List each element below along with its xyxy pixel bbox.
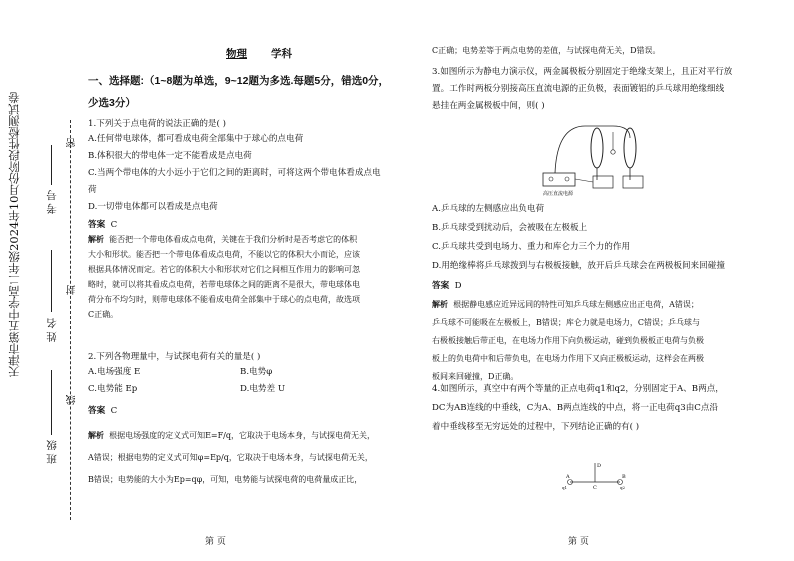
power-supply-caption: 高压直流电源: [543, 191, 574, 197]
section-title: [88, 70, 389, 114]
section-title-line2: 少选3分）: [88, 97, 136, 109]
q3-option-c[interactable]: C.乒乓球共受到电场力、重力和库仑力三个力的作用: [432, 242, 631, 252]
analysis-line: 右极板接触后带正电，在电场力作用下向负极运动，碰到负极板正电荷与负极: [432, 336, 704, 345]
question-4: [432, 380, 762, 437]
power-supply-icon: [543, 173, 575, 186]
q3-option-d[interactable]: D.用绝缘棒将乒乓球拨到与右极板接触，放开后乒乓球会在两极板间来回碰撞: [432, 261, 725, 271]
question-3-options: [432, 200, 762, 386]
analysis-line: 根据电场强度的定义式可知E=F/q，它取决于电场本身，与试探电荷无关，: [109, 431, 376, 440]
left-plate-icon: [591, 128, 603, 168]
label-c: C: [593, 485, 597, 490]
label-a: A: [566, 474, 570, 480]
q4-stem-line: 4.如图所示，真空中有两个等量的正点电荷q1和q2，分别固定于A、B两点，: [432, 384, 724, 394]
subject-name: 物理: [226, 48, 247, 60]
q3-figure: [535, 118, 660, 198]
answer-label: 答案: [432, 280, 450, 290]
q1-option-c-cont: 荷: [88, 185, 97, 195]
q3-stem-line: 悬挂在两金属极板中间，则( ): [432, 101, 545, 111]
q2-option-b[interactable]: B.电势φ: [240, 367, 273, 377]
seal-char-3: 线: [67, 395, 78, 405]
question-2: [88, 349, 408, 491]
school-exam-title: 天津市第五中学高二年级2024年10月份阶段性检测试卷: [7, 92, 21, 378]
q3-stem-line: 3.如图所示为静电力演示仪，两金属极板分别固定于绝缘支架上，且正对平行放: [432, 67, 733, 77]
right-plate-icon: [624, 128, 636, 168]
q4-stem-line: 着中垂线移至无穷远处的过程中，下列结论正确的有( ): [432, 422, 640, 432]
label-q2: q2: [620, 485, 626, 490]
q4-figure: [560, 460, 630, 490]
question-3: [432, 64, 762, 115]
analysis-line: C正确。: [88, 309, 119, 319]
answer-value: D: [454, 281, 462, 291]
page-number-left: 第 页: [205, 537, 226, 547]
q3-analysis: [432, 296, 762, 386]
q2-continuation-line: C正确；电势差等于两点电势的差值，与试探电荷无关，D错误。: [432, 46, 661, 55]
answer-value: C: [110, 220, 118, 230]
q3-option-a[interactable]: A.乒乓球的左侧感应出负电荷: [432, 204, 545, 214]
ping-pong-ball-icon: [611, 150, 615, 154]
q2-analysis: [88, 425, 408, 491]
answer-value: C: [110, 406, 118, 416]
analysis-line: 能否把一个带电体看成点电荷，关键在于我们分析时是否考虑它的体积: [109, 235, 358, 244]
page-number-right: 第 页: [568, 537, 589, 547]
q1-option-d[interactable]: D.一切带电体都可以看成是点电荷: [88, 202, 218, 212]
answer-label: 答案: [88, 405, 106, 415]
answer-label: 答案: [88, 219, 106, 229]
analysis-label: 解析: [432, 300, 448, 309]
class-field[interactable]: [51, 370, 52, 435]
q1-option-b[interactable]: B.体积很大的带电体一定不能看成是点电荷: [88, 151, 252, 161]
q1-option-a[interactable]: A.任何带电球体，都可看成电荷全部集中于球心的点电荷: [88, 134, 304, 144]
q3-option-b[interactable]: B.乒乓球受到扰动后，会被吸在左极板上: [432, 223, 588, 233]
label-d: D: [597, 463, 602, 469]
analysis-label: 解析: [88, 431, 104, 440]
analysis-line: A错误；根据电势的定义式可知φ=Ep/q，它取决于电场本身，与试探电荷无关，: [88, 453, 373, 462]
q4-stem-line: DC为AB连线的中垂线，C为A、B两点连线的中点，将一正电荷q3由C点沿: [432, 403, 719, 413]
name-label: 姓 名: [46, 318, 58, 343]
subject-suffix: 学科: [271, 48, 292, 60]
seal-char-2: 封: [67, 285, 78, 295]
analysis-line: 乒乓球不可能吸在左极板上，B错误；库仑力就是电场力，C错误；乒乓球与: [432, 318, 700, 327]
q3-answer: [432, 276, 762, 296]
q2-option-a[interactable]: A.电场强度 E: [88, 367, 141, 377]
q1-stem: 1.下列关于点电荷的说法正确的是( ): [88, 119, 226, 129]
label-q1: q1: [562, 485, 568, 490]
q3-stem-line: 置。工作时两板分别接高压直流电源的正负极，表面镀铝的乒乓球用绝缘细线: [432, 84, 725, 94]
q2-answer: [88, 400, 408, 421]
analysis-line: 根据静电感应近异远同的特性可知乒乓球左侧感应出正电荷，A错误；: [453, 300, 699, 309]
q2-option-d[interactable]: D.电势差 U: [240, 384, 286, 394]
exam-number-field[interactable]: [51, 145, 52, 185]
analysis-line: 板上的负电荷中和后带负电，在电场力作用下又向正极板运动，这样会在两极: [432, 354, 704, 363]
analysis-line: 略时，就可以将其看成点电荷，若带电球体之间的距离不是很大，带电球体电: [88, 279, 360, 289]
question-1: [88, 117, 408, 322]
label-b: B: [622, 474, 626, 480]
subject-header: [214, 46, 292, 61]
analysis-line: 板间来回碰撞，D正确。: [432, 372, 519, 381]
analysis-line: 荷分布不均匀时，则带电球体不能看成电荷全部集中于球心的点电荷，故选项: [88, 294, 360, 304]
name-field[interactable]: [51, 250, 52, 312]
q2-continuation: [432, 45, 762, 58]
class-label: 班 级: [46, 440, 58, 465]
analysis-line: 根据具体情况而定。若它的体积大小和形状对它们之间相互作用力的影响可忽: [88, 264, 360, 274]
analysis-label: 解析: [88, 235, 104, 244]
q1-analysis: [88, 234, 408, 322]
analysis-line: 大小和形状。能否把一个带电体看成点电荷，不能以它的体积大小而论，应该: [88, 249, 360, 259]
q1-answer: [88, 216, 408, 234]
q1-option-c[interactable]: C.当两个带电体的大小远小于它们之间的距离时，可将这两个带电体看成点电: [88, 168, 381, 178]
q2-stem: 2.下列各物理量中，与试探电荷有关的量是( ): [88, 352, 261, 362]
q2-option-c[interactable]: C.电势能 Ep: [88, 384, 138, 394]
exam-number-label: 考 号: [46, 190, 58, 215]
section-title-line1: 一、选择题:（1~8题为单选，9~12题为多选.每题5分，错选0分，: [88, 75, 390, 87]
analysis-line: B错误；电势能的大小为Ep=qφ，可知，电势能与试探电荷的电荷量成正比，: [88, 475, 363, 484]
seal-line: [70, 120, 71, 520]
seal-char-1: 密: [67, 138, 78, 148]
